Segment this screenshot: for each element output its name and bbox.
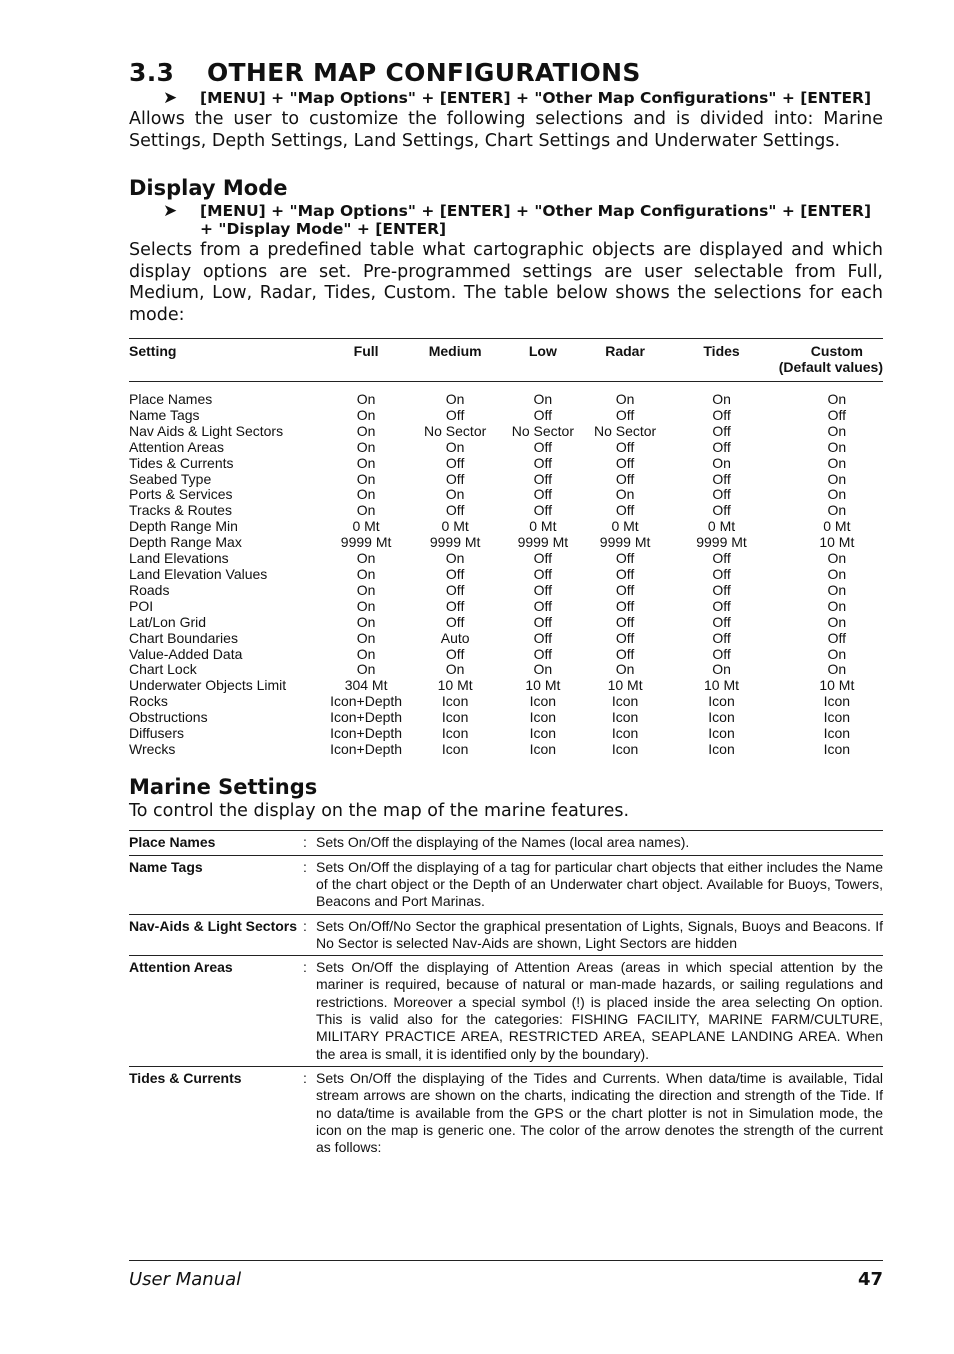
setting-value: On (827, 550, 847, 567)
setting-name: Land Elevation Values (129, 565, 268, 582)
definition-row (129, 831, 883, 855)
table-row (129, 583, 883, 599)
setting-value: 9999 Mt (696, 534, 747, 551)
definition-description: Sets On/Off the displaying of the Names (local area names). (316, 831, 883, 855)
section-title (129, 58, 883, 88)
table-row (129, 535, 883, 551)
setting-value: 10 Mt (819, 534, 855, 551)
setting-value: On (827, 422, 847, 439)
setting-value: Icon (441, 740, 469, 757)
setting-name: Tracks & Routes (129, 502, 232, 519)
definition-row (129, 855, 883, 914)
setting-value: On (356, 454, 376, 471)
setting-value: On (356, 661, 376, 678)
definition-term: Tides & Currents (129, 1066, 303, 1159)
setting-value: Icon (529, 693, 557, 710)
setting-value: Off (712, 645, 731, 662)
setting-name: Chart Boundaries (129, 629, 238, 646)
header-custom-label: Custom (810, 343, 863, 359)
setting-value: Off (445, 406, 465, 423)
setting-value: On (712, 661, 731, 678)
setting-value: On (445, 486, 465, 503)
setting-value: Icon+Depth (330, 693, 403, 710)
setting-value: On (356, 422, 376, 439)
marine-settings-heading: Marine Settings (129, 774, 318, 799)
setting-value: Off (615, 565, 635, 582)
setting-value: On (827, 391, 847, 407)
definition-colon: : (303, 1066, 316, 1159)
setting-value: Off (533, 550, 553, 567)
setting-value: 304 Mt (344, 677, 388, 694)
setting-name: POI (129, 597, 154, 614)
table-row (129, 440, 883, 456)
setting-value: Off (445, 502, 465, 519)
setting-value: On (827, 613, 847, 630)
setting-value: Off (712, 422, 731, 439)
setting-value: Icon (529, 740, 557, 757)
table-header-row (129, 339, 883, 382)
table-row (129, 424, 883, 440)
table-row (129, 615, 883, 631)
table-row (129, 742, 883, 758)
setting-value: Icon+Depth (330, 740, 403, 757)
header-full: Full (322, 339, 411, 382)
setting-value: On (533, 391, 553, 407)
page-number: 47 (857, 1269, 883, 1290)
spacer-row (129, 382, 883, 393)
setting-name: Name Tags (129, 406, 200, 423)
setting-value: Icon+Depth (330, 709, 403, 726)
setting-value: Icon (611, 693, 639, 710)
setting-value: Off (712, 406, 731, 423)
page-footer (129, 1260, 883, 1290)
setting-value: Off (712, 565, 731, 582)
setting-value: 10 Mt (607, 677, 643, 694)
setting-value: On (356, 581, 376, 598)
setting-value: 0 Mt (441, 518, 469, 535)
table-row (129, 710, 883, 726)
setting-value: Off (712, 550, 731, 567)
setting-value: 9999 Mt (599, 534, 651, 551)
setting-value: On (827, 565, 847, 582)
setting-name: Attention Areas (129, 438, 224, 455)
setting-value: On (827, 597, 847, 614)
setting-value: On (827, 486, 847, 503)
setting-value: On (827, 454, 847, 471)
setting-value: Icon (708, 740, 735, 757)
setting-value: Off (712, 486, 731, 503)
setting-name: Lat/Lon Grid (129, 613, 207, 630)
setting-name: Wrecks (129, 740, 176, 757)
table-row (129, 567, 883, 583)
setting-value: Off (533, 470, 553, 487)
setting-value: On (712, 454, 731, 471)
setting-value: 0 Mt (529, 518, 557, 535)
setting-value: On (827, 661, 847, 678)
setting-value: Off (615, 581, 635, 598)
setting-value: On (356, 565, 376, 582)
page-content (129, 58, 883, 1159)
definition-description: Sets On/Off the displaying of a tag for particular chart objects that either includes the Name of the chart object or the Depth of an Underwater chart object. Available for Buoys, Towers, Beacons and Port Marinas. (316, 855, 883, 914)
setting-value: Icon (823, 725, 851, 742)
setting-value: On (533, 661, 553, 678)
setting-value: Off (615, 502, 635, 519)
setting-name: Depth Range Max (129, 534, 242, 551)
chevron-right-icon: ➤ (163, 88, 178, 108)
setting-value: 0 Mt (707, 518, 736, 535)
setting-value: Icon (708, 709, 735, 726)
section-title-text: OTHER MAP CONFIGURATIONS (207, 58, 641, 87)
setting-value: 9999 Mt (429, 534, 481, 551)
chevron-right-icon: ➤ (163, 201, 178, 221)
setting-value: On (356, 613, 376, 630)
menu-path (129, 89, 883, 107)
setting-value: On (356, 406, 376, 423)
definition-term: Nav-Aids & Light Sectors (129, 914, 303, 956)
setting-value: Icon (611, 709, 639, 726)
setting-value: On (356, 486, 376, 503)
setting-value: Off (615, 470, 635, 487)
setting-name: Obstructions (129, 709, 208, 726)
setting-value: On (827, 502, 847, 519)
setting-value: Off (533, 597, 553, 614)
setting-name: Land Elevations (129, 550, 229, 567)
setting-value: Icon (823, 693, 851, 710)
setting-value: Off (445, 581, 465, 598)
table-row (129, 662, 883, 678)
setting-name: Roads (129, 581, 170, 598)
setting-value: On (615, 486, 635, 503)
definition-term: Attention Areas (129, 956, 303, 1067)
setting-value: Off (615, 438, 635, 455)
display-mode-path (129, 202, 883, 238)
setting-value: Off (712, 581, 731, 598)
setting-value: On (615, 661, 635, 678)
setting-value: No Sector (511, 422, 574, 439)
section-number: 3.3 (129, 58, 175, 87)
setting-value: Off (533, 438, 553, 455)
setting-value: No Sector (593, 422, 657, 439)
setting-value: Off (533, 629, 553, 646)
setting-value: Off (445, 565, 465, 582)
setting-name: Seabed Type (129, 470, 212, 487)
header-radar: Radar (586, 339, 665, 382)
setting-value: Icon (823, 709, 851, 726)
setting-value: Icon (441, 725, 469, 742)
setting-value: No Sector (424, 422, 487, 439)
setting-value: Off (615, 613, 635, 630)
setting-value: Off (615, 629, 635, 646)
setting-name: Nav Aids & Light Sectors (129, 422, 284, 439)
header-setting: Setting (129, 339, 322, 382)
setting-value: On (712, 391, 731, 407)
setting-value: Off (615, 597, 635, 614)
table-row (129, 487, 883, 503)
setting-name: Ports & Services (129, 486, 233, 503)
setting-value: On (445, 438, 465, 455)
setting-value: On (356, 391, 376, 407)
setting-value: Off (712, 613, 731, 630)
setting-value: On (445, 550, 465, 567)
setting-value: Off (615, 550, 635, 567)
setting-value: Off (827, 629, 847, 646)
setting-value: Off (445, 470, 465, 487)
setting-value: Off (615, 645, 635, 662)
setting-value: Off (712, 438, 731, 455)
table-row (129, 726, 883, 742)
definition-row (129, 956, 883, 1067)
setting-value: 9999 Mt (340, 534, 392, 551)
setting-value: Icon+Depth (330, 725, 403, 742)
table-row (129, 472, 883, 488)
header-medium: Medium (410, 339, 500, 382)
display-mode-path-text: [MENU] + "Map Options" + [ENTER] + "Other Map Configurations" + [ENTER] + "Display Mode" + [ENTER] (200, 202, 872, 238)
setting-value: Off (615, 454, 635, 471)
setting-value: On (445, 661, 465, 678)
setting-value: Off (533, 613, 553, 630)
definition-term: Place Names (129, 831, 303, 855)
setting-value: On (827, 438, 847, 455)
setting-value: On (356, 438, 376, 455)
setting-value: 10 Mt (819, 677, 855, 694)
section-body: Allows the user to customize the following selections and is divided into: Marine Settings, Depth Settings, Land Settings, Chart Settings and Underwater Settings. (129, 109, 883, 151)
header-tides: Tides (664, 339, 778, 382)
table-row (129, 631, 883, 647)
setting-value: Off (533, 454, 553, 471)
setting-value: Icon (823, 740, 851, 757)
setting-value: Icon (529, 709, 557, 726)
setting-value: Off (533, 502, 553, 519)
marine-settings-table (129, 830, 883, 1159)
definition-row (129, 1066, 883, 1159)
display-mode-body: Selects from a predefined table what cartographic objects are displayed and which display options are set. Pre-programmed settings are user selectable from Full, Medium, Low, Radar, Tides, Custom. The table below shows the selections for each mode: (129, 240, 883, 325)
menu-path-text: [MENU] + "Map Options" + [ENTER] + "Other Map Configurations" + [ENTER] (200, 89, 872, 107)
setting-name: Chart Lock (129, 661, 197, 678)
setting-value: On (827, 645, 847, 662)
setting-value: 9999 Mt (517, 534, 569, 551)
definition-colon: : (303, 855, 316, 914)
setting-value: Icon (441, 693, 469, 710)
setting-value: 0 Mt (352, 518, 380, 535)
setting-value: On (356, 629, 376, 646)
setting-value: On (615, 391, 635, 407)
setting-value: Off (533, 581, 553, 598)
table-row (129, 456, 883, 472)
setting-value: On (356, 470, 376, 487)
setting-value: Auto (440, 629, 470, 646)
setting-value: Off (712, 470, 731, 487)
header-low: Low (500, 339, 586, 382)
table-row (129, 678, 883, 694)
setting-value: On (356, 550, 376, 567)
setting-value: Off (533, 645, 553, 662)
setting-value: Icon (611, 740, 639, 757)
setting-name: Underwater Objects Limit (129, 677, 287, 694)
table-body (129, 382, 883, 758)
table-row (129, 392, 883, 408)
setting-value: On (445, 391, 465, 407)
definition-row (129, 914, 883, 956)
setting-name: Diffusers (129, 725, 184, 742)
setting-name: Value-Added Data (129, 645, 243, 662)
definition-description: Sets On/Off/No Sector the graphical presentation of Lights, Signals, Buoys and Beacons. If No Sector is selected Nav-Aids are shown, Light Sectors are hidden (316, 914, 883, 956)
setting-value: Off (712, 597, 731, 614)
setting-name: Rocks (129, 693, 168, 710)
table-row (129, 519, 883, 535)
definition-description: Sets On/Off the displaying of the Tides and Currents. When data/time is available, Tidal stream arrows are shown on the charts, indicating the direction and strength of the Tide. If no data/time is available from the GPS or the chart plotter is not in Simulation mode, the icon on the map is generic one. The color of the arrow denotes the strength of the current as follows: (316, 1066, 883, 1159)
table-row (129, 408, 883, 424)
table-row (129, 503, 883, 519)
table-row (129, 647, 883, 663)
display-mode-table (129, 338, 883, 758)
header-custom-default: (Default values) (778, 359, 883, 375)
setting-value: On (356, 597, 376, 614)
setting-value: Icon (708, 693, 735, 710)
table-row (129, 694, 883, 710)
setting-value: 0 Mt (823, 518, 851, 535)
setting-value: Off (445, 613, 465, 630)
setting-value: On (827, 581, 847, 598)
setting-value: Off (445, 645, 465, 662)
setting-value: Off (445, 454, 465, 471)
setting-name: Place Names (129, 391, 213, 407)
marine-settings-body: To control the display on the map of the marine features. (129, 800, 630, 821)
definition-colon: : (303, 956, 316, 1067)
setting-value: Icon (441, 709, 469, 726)
definition-description: Sets On/Off the displaying of Attention Areas (areas in which special attention by the mariner is required, because of natural or man-made hazards, or sailing regulations and restrictions. Moreover a special symbol (!) is placed inside the area selecting On option. This is valid also for the categories: FISHING FACILITY, MARINE FARM/CULTURE, MILITARY PRACTICE AREA, RESTRICTED AREA, SEAPLANE LANDING AREA. When the area is small, it is identified only by the boundary). (316, 956, 883, 1067)
setting-value: On (827, 470, 847, 487)
setting-value: Off (533, 486, 553, 503)
setting-value: Off (712, 629, 731, 646)
setting-value: Off (533, 406, 553, 423)
setting-value: 0 Mt (611, 518, 639, 535)
setting-value: On (356, 502, 376, 519)
setting-value: Off (827, 406, 847, 423)
setting-value: Off (712, 502, 731, 519)
setting-value: 10 Mt (525, 677, 561, 694)
setting-value: 10 Mt (704, 677, 740, 694)
setting-value: Icon (708, 725, 735, 742)
table-row (129, 551, 883, 567)
setting-name: Tides & Currents (129, 454, 234, 471)
footer-label: User Manual (129, 1269, 242, 1290)
display-mode-heading: Display Mode (129, 176, 288, 200)
setting-value: 10 Mt (437, 677, 473, 694)
definition-term: Name Tags (129, 855, 303, 914)
setting-name: Depth Range Min (129, 518, 238, 535)
setting-value: Off (615, 406, 635, 423)
setting-value: On (356, 645, 376, 662)
setting-value: Off (533, 565, 553, 582)
setting-value: Icon (611, 725, 639, 742)
definition-colon: : (303, 914, 316, 956)
setting-value: Icon (529, 725, 557, 742)
header-custom (779, 339, 883, 382)
table-row (129, 599, 883, 615)
setting-value: Off (445, 597, 465, 614)
definition-colon: : (303, 831, 316, 855)
